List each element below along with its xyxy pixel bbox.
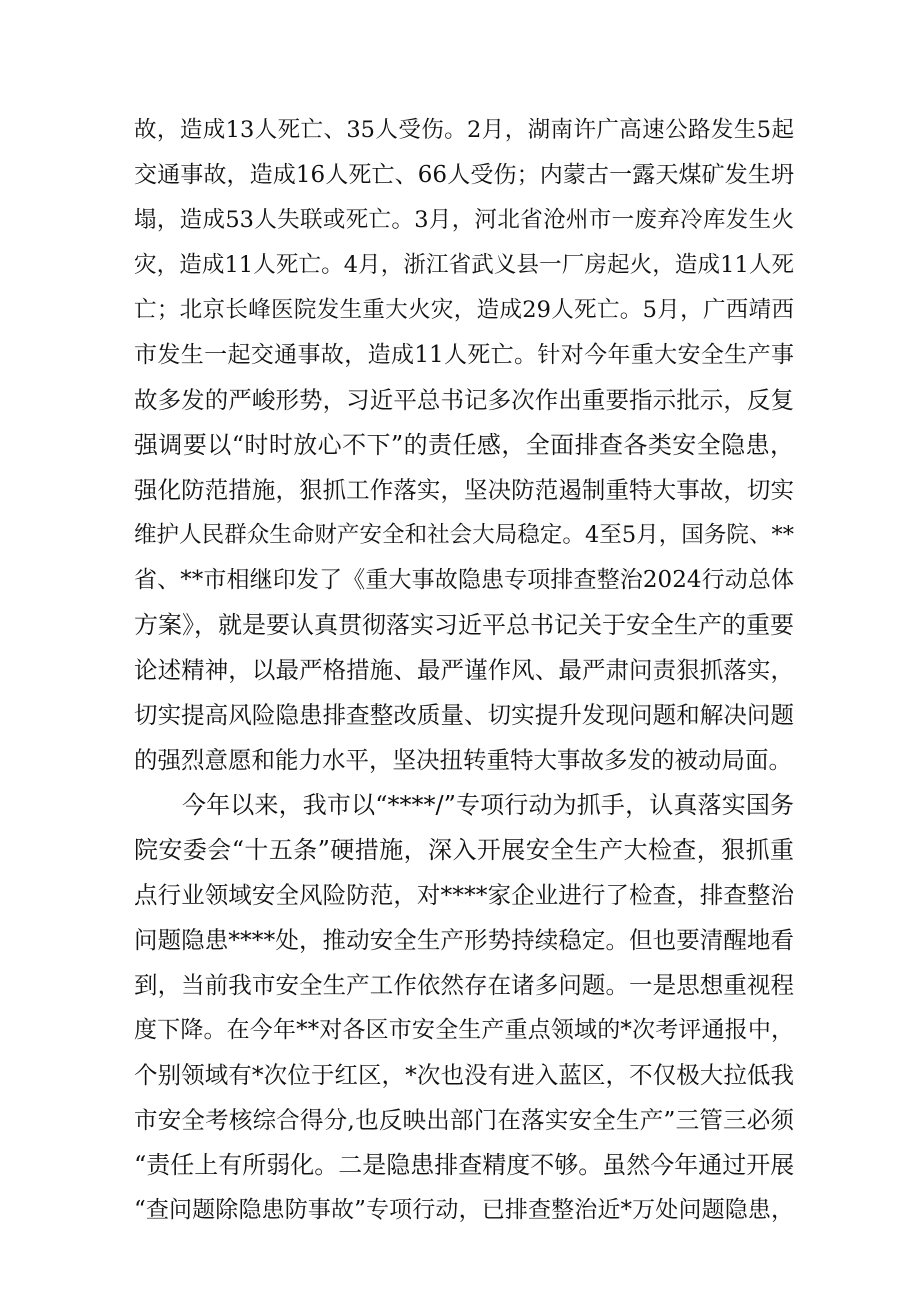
text-line: 市发生一起交通事故，造成11人死亡。针对今年重大安全生产事 (134, 342, 794, 368)
text-line: 到，当前我市安全生产工作依然存在诸多问题。一是思想重视程 (134, 971, 794, 999)
text-line: 方案》，就是要认真贯彻落实习近平总书记关于安全生产的重要 (134, 611, 794, 639)
text-line: 今年以来，我市以“****/”专项行动为抓手，认真落实国务 (182, 791, 794, 819)
text-line: 塌，造成53人失联或死亡。3月，河北省沧州市一废弃冷库发生火 (134, 207, 794, 233)
text-line: 切实提高风险隐患排查整改质量、切实提升发现问题和解决问题 (134, 701, 794, 729)
text-line: 强调要以“时时放心不下”的责任感，全面排查各类安全隐患， (134, 431, 794, 459)
text-line: “查问题除隐患防事故”专项行动，已排查整治近*万处问题隐患， (134, 1197, 794, 1223)
text-line: 灾，造成11人死亡。4月，浙江省武义县一厂房起火，造成11人死 (134, 252, 794, 278)
text-line: 维护人民群众生命财产安全和社会大局稳定。4至5月，国务院、** (134, 522, 794, 548)
text-line: 点行业领域安全风险防范，对****家企业进行了检查，排查整治 (134, 881, 794, 909)
text-line: 问题隐患****处，推动安全生产形势持续稳定。但也要清醒地看 (134, 926, 794, 954)
text-line: 故多发的严峻形势，习近平总书记多次作出重要指示批示，反复 (134, 386, 794, 414)
text-line: 省、**市相继印发了《重大事故隐患专项排查整治2024行动总体 (134, 567, 794, 593)
text-line: 交通事故，造成16人死亡、66人受伤；内蒙古一露天煤矿发生坍 (134, 162, 794, 188)
text-line: 亡；北京长峰医院发生重大火灾，造成29人死亡。5月，广西靖西 (134, 297, 794, 323)
text-line: 市安全考核综合得分,也反映出部门在落实安全生产”三管三必须 (134, 1106, 794, 1134)
text-line: 院安委会“十五条”硬措施，深入开展安全生产大检查，狠抓重 (134, 836, 794, 864)
text-line: 度下降。在今年**对各区市安全生产重点领域的*次考评通报中， (134, 1017, 794, 1043)
text-line: 论述精神，以最严格措施、最严谨作风、最严肃问责狠抓落实， (134, 656, 794, 684)
text-line: “责任上有所弱化。二是隐患排查精度不够。虽然今年通过开展 (134, 1151, 795, 1179)
text-line: 个别领域有*次位于红区，*次也没有进入蓝区，不仅极大拉低我 (134, 1061, 794, 1089)
text-line: 的强烈意愿和能力水平，坚决扭转重特大事故多发的被动局面。 (134, 746, 792, 774)
text-line: 强化防范措施，狠抓工作落实，坚决防范遏制重特大事故，切实 (134, 476, 794, 504)
text-line: 故，造成13人死亡、35人受伤。2月，湖南许广高速公路发生5起 (134, 117, 794, 143)
